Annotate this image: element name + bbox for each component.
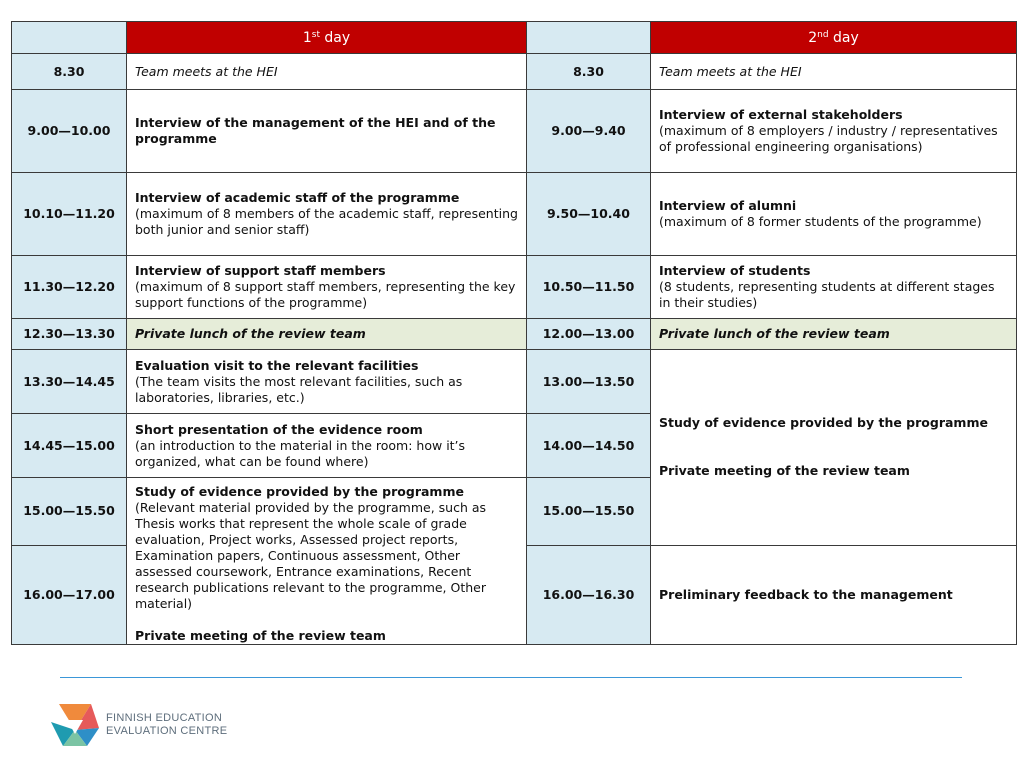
table-row: [12, 319, 1017, 350]
activity-cell: Interview of alumni (maximum of 8 former students of the programme): [651, 173, 1017, 256]
merged-activity-cell: [127, 478, 527, 645]
time-cell: 9.50—10.40: [527, 173, 651, 256]
feec-logo-icon: [51, 702, 99, 746]
time-cell: 14.00—14.50: [527, 414, 651, 478]
header-row: [12, 22, 1017, 54]
time-cell: 8.30: [527, 54, 651, 90]
activity-cell: Interview of students (8 students, representing students at different stages in their studies): [651, 256, 1017, 319]
activity-cell: Interview of academic staff of the programme (maximum of 8 members of the academic staff, representing both junior and senior staff): [127, 173, 527, 256]
header-blank-1: [12, 22, 127, 54]
time-cell: 9.00—10.00: [12, 90, 127, 173]
time-cell: 12.30—13.30: [12, 319, 127, 350]
time-cell: 8.30: [12, 54, 127, 90]
study-evidence-title: Study of evidence provided by the programme: [135, 484, 464, 499]
time-cell: 10.50—11.50: [527, 256, 651, 319]
activity-cell: Evaluation visit to the relevant facilities (The team visits the most relevant facilities, such as laboratories, libraries, etc.): [127, 350, 527, 414]
time-cell: 15.00—15.50: [12, 478, 127, 546]
time-cell: 16.00—17.00: [12, 545, 127, 644]
table-row: [12, 350, 1017, 414]
day2-header: 2nd day: [651, 22, 1017, 54]
study-evidence-note: (Relevant material provided by the programme, such as Thesis works that represent the whole scale of grade evaluation, Project works, Assessed project reports, Examination papers, Continuous assessment, Other assessed coursework, Entrance examinations, Recent research publications relevant to the programme, Other material): [135, 500, 487, 611]
activity-cell: Short presentation of the evidence room (an introduction to the material in the room: how it’s organized, what can be found where): [127, 414, 527, 478]
time-cell: 13.30—14.45: [12, 350, 127, 414]
table-row: [12, 256, 1017, 319]
footer-rule: [60, 677, 962, 678]
study-evidence-title: Study of evidence provided by the programme: [659, 415, 988, 431]
table-row: [12, 90, 1017, 173]
time-cell: 12.00—13.00: [527, 319, 651, 350]
activity-cell: Interview of support staff members (maximum of 8 support staff members, representing the key support functions of the programme): [127, 256, 527, 319]
lunch-cell: Private lunch of the review team: [127, 319, 527, 350]
activity-cell: Preliminary feedback to the management: [651, 545, 1017, 644]
day1-header: 1st day: [127, 22, 527, 54]
time-cell: 14.45—15.00: [12, 414, 127, 478]
private-meeting-title: Private meeting of the review team: [659, 463, 910, 479]
time-cell: 9.00—9.40: [527, 90, 651, 173]
time-cell: 10.10—11.20: [12, 173, 127, 256]
time-cell: 11.30—12.20: [12, 256, 127, 319]
activity-cell: Team meets at the HEI: [127, 54, 527, 90]
header-blank-2: [527, 22, 651, 54]
time-cell: 15.00—15.50: [527, 478, 651, 546]
merged-activity-cell: [651, 350, 1017, 546]
table-row: [12, 173, 1017, 256]
private-meeting-title: Private meeting of the review team: [135, 628, 386, 643]
activity-cell: Interview of external stakeholders (maximum of 8 employers / industry / representatives of professional engineering organisations): [651, 90, 1017, 173]
activity-cell: Team meets at the HEI: [651, 54, 1017, 90]
schedule-table: [11, 21, 1017, 645]
org-name: FINNISH EDUCATION EVALUATION CENTRE: [106, 712, 228, 737]
time-cell: 13.00—13.50: [527, 350, 651, 414]
activity-cell: Interview of the management of the HEI and of the programme: [127, 90, 527, 173]
time-cell: 16.00—16.30: [527, 545, 651, 644]
lunch-cell: Private lunch of the review team: [651, 319, 1017, 350]
table-row: [12, 54, 1017, 90]
